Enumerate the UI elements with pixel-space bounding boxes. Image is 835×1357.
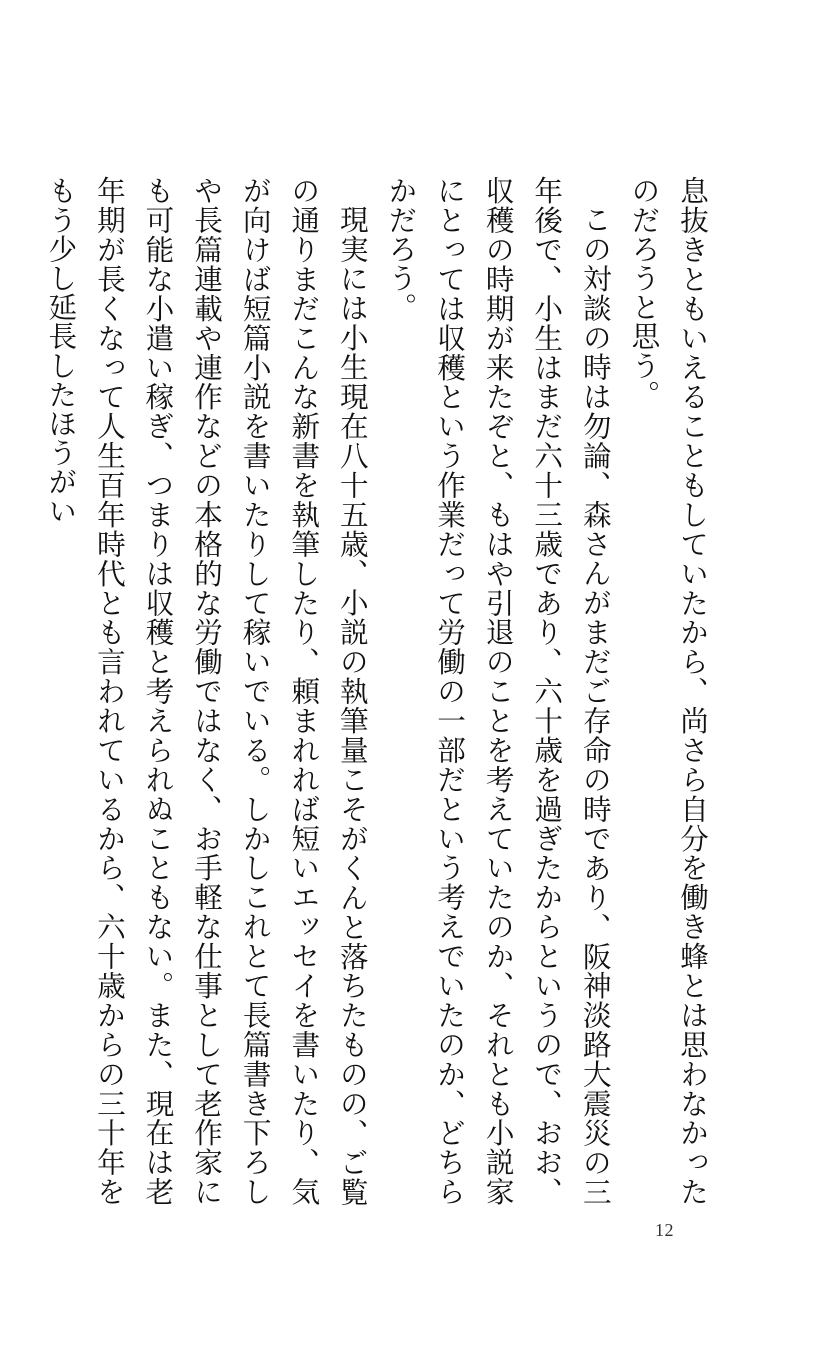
page-number: 12: [655, 1220, 674, 1240]
paragraph-1: 息抜きともいえることもしていたから、尚さら自分を働き蜂とは思わなかったのだろうと思う。: [627, 176, 710, 1206]
body-text: [37, 176, 717, 1206]
paragraph-2: この対談の時は勿論、森さんがまだご存命の時であり、阪神淡路大震災の三年後で、小生はまだ六十三歳であり、六十歳を過ぎたからというので、おお、収穫の時期が来たぞと、もはや引退のことを考えていたのか、それとも小説家にとっては収穫という作業だって労働の一部だという考えでいたのか、どちらかだろう。: [384, 176, 613, 1206]
paragraph-3: 現実には小生現在八十五歳、小説の執筆量こそがくんと落ちたものの、ご覧の通りまだこんな新書を執筆したり、頼まれれば短いエッセイを書いたり、気が向けば短篇小説を書いたりして稼いでいる。しかしこれとて長篇書き下ろしや長篇連載や連作などの本格的な労働ではなく、お手軽な仕事として老作家にも可能な小遣い稼ぎ、つまりは収穫と考えられぬこともない。また、現在は老年期が長くなって人生百年時代とも言われているから、六十歳からの三十年をもう少し延長したほうがい: [44, 176, 370, 1206]
